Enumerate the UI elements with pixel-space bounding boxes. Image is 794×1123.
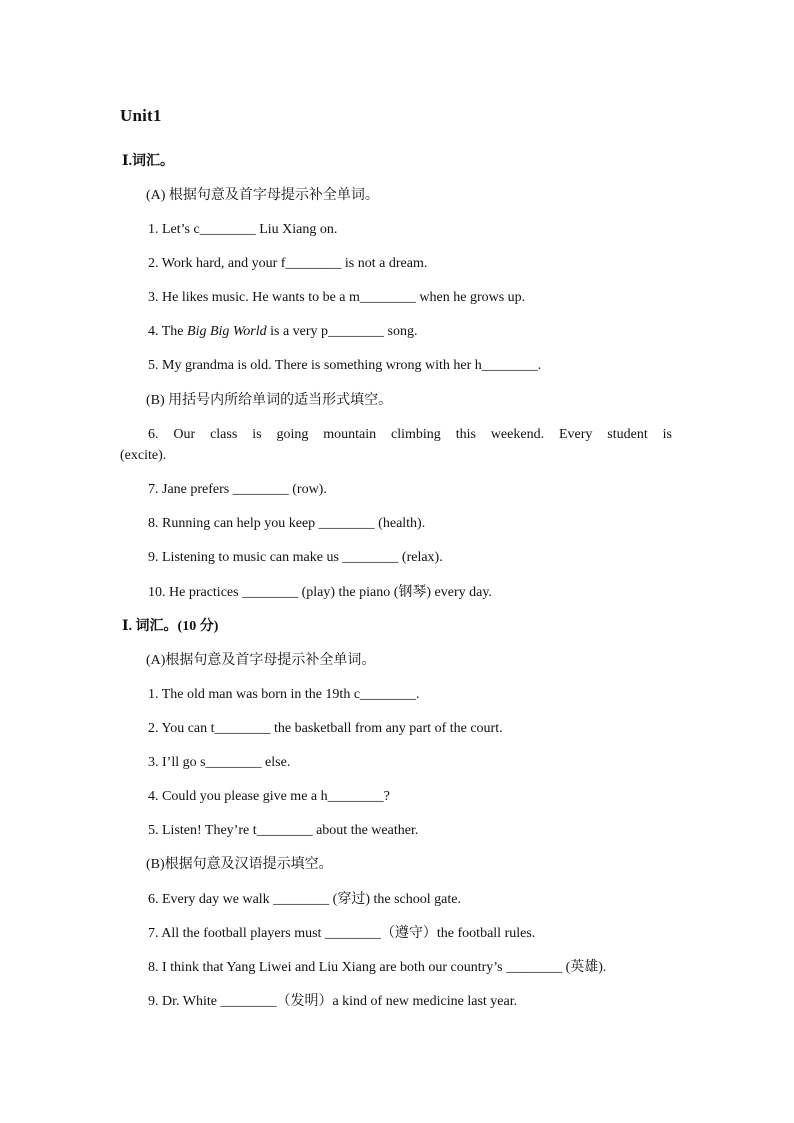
section2-a-item-5: 5. Listen! They’re t________ about the weather. <box>148 823 419 838</box>
section1-b-item-6-line2: (excite). <box>120 448 167 463</box>
section2-b-item-6: 6. Every day we walk ________ (穿过) the school gate. <box>148 892 461 907</box>
section1-b-item-8: 8. Running can help you keep ________ (health). <box>148 516 426 531</box>
section1-b-item-10: 10. He practices ________ (play) the piano (钢琴) every day. <box>148 585 492 600</box>
section1-part-b-instruction: (B) 用括号内所给单词的适当形式填空。 <box>146 393 393 408</box>
section2-a-item-1: 1. The old man was born in the 19th c________. <box>148 687 420 702</box>
section1-a-item-5: 5. My grandma is old. There is something wrong with her h________. <box>148 358 542 373</box>
section1-b-item-6-line1: 6. Our class is going mountain climbing this weekend. Every student is <box>148 427 672 442</box>
section1-part-a-instruction: (A) 根据句意及首字母提示补全单词。 <box>146 188 379 203</box>
section2-part-a-instruction: (A)根据句意及首字母提示补全单词。 <box>146 653 376 668</box>
section1-a-item-3: 3. He likes music. He wants to be a m________ when he grows up. <box>148 290 526 305</box>
page-title: Unit1 <box>120 106 162 125</box>
section2-a-item-2: 2. You can t________ the basketball from any part of the court. <box>148 721 503 736</box>
section1-a-item-4 <box>148 323 418 341</box>
section1-heading: Ⅰ.词汇。 <box>122 154 175 169</box>
section2-b-item-7: 7. All the football players must ________（遵守）the football rules. <box>148 926 536 941</box>
section1-b-item-9: 9. Listening to music can make us ________ (relax). <box>148 550 443 565</box>
section2-heading: Ⅰ. 词汇。(10 分) <box>122 619 219 634</box>
item4-prefix: 4. The <box>148 324 188 339</box>
item4-suffix: is a very p________ song. <box>266 324 418 339</box>
section1-a-item-1: 1. Let’s c________ Liu Xiang on. <box>148 222 338 237</box>
section2-a-item-4: 4. Could you please give me a h________? <box>148 789 390 804</box>
section2-part-b-instruction: (B)根据句意及汉语提示填空。 <box>146 857 333 872</box>
section1-b-item-7: 7. Jane prefers ________ (row). <box>148 482 327 497</box>
section1-a-item-2: 2. Work hard, and your f________ is not a dream. <box>148 256 428 271</box>
section2-b-item-8: 8. I think that Yang Liwei and Liu Xiang are both our country’s ________ (英雄). <box>148 960 607 975</box>
section2-b-item-9: 9. Dr. White ________（发明）a kind of new medicine last year. <box>148 994 518 1009</box>
section2-a-item-3: 3. I’ll go s________ else. <box>148 755 291 770</box>
item4-song-title: Big Big World <box>187 324 267 339</box>
